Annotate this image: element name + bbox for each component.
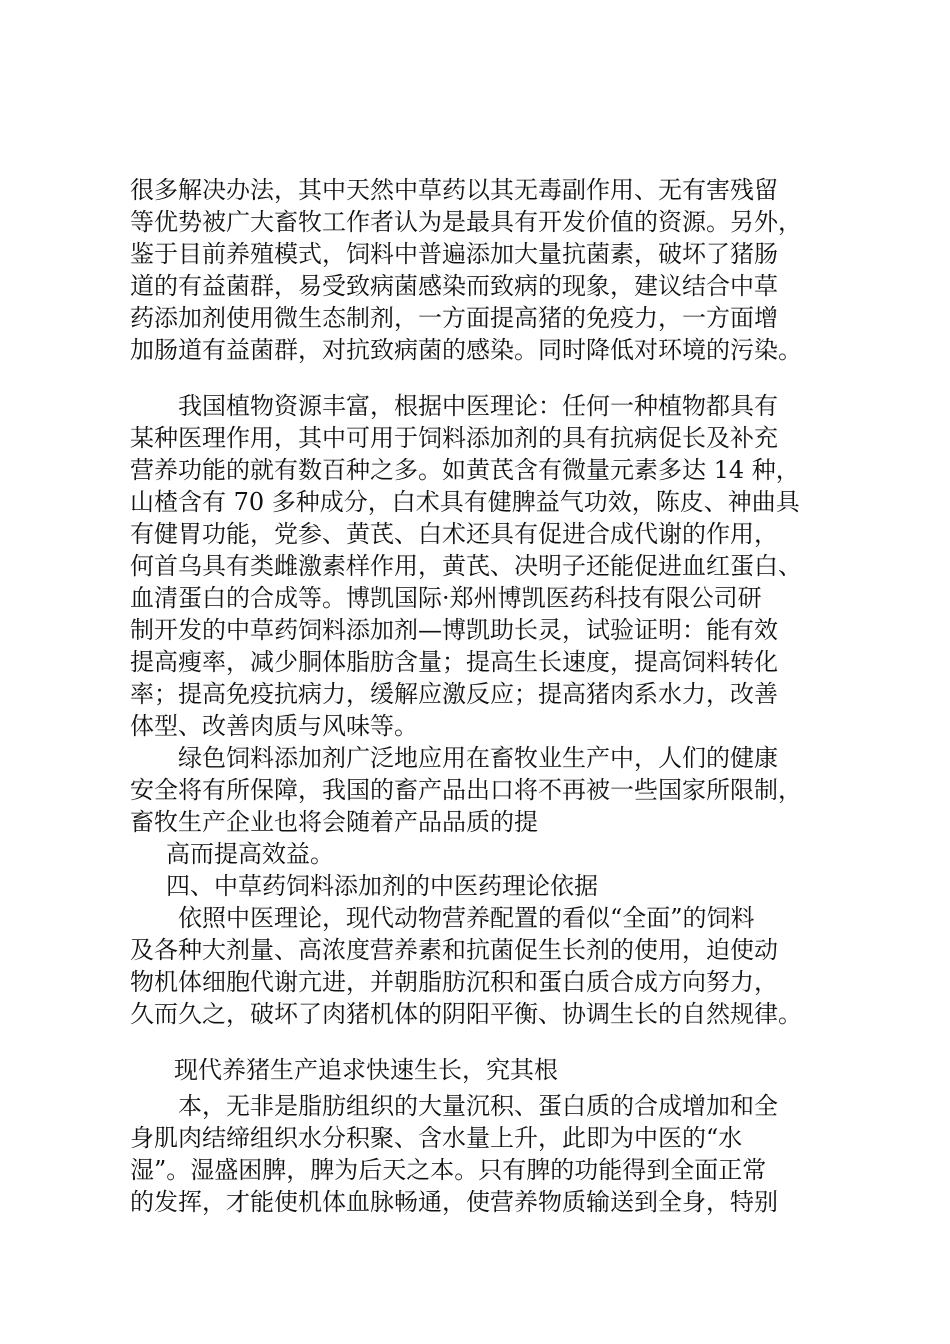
text-line: 血清蛋白的合成等。博凯国际·郑州博凯医药科技有限公司研	[130, 584, 762, 612]
paragraph-4	[130, 902, 830, 1030]
text-line: 安全将有所保障，我国的畜产品出口将不再被一些国家所限制，	[130, 776, 802, 804]
text-line: 我国植物资源丰富，根据中医理论：任何一种植物都具有	[178, 392, 778, 420]
text-line: 道的有益菌群，易受致病菌感染而致病的现象，建议结合中草	[130, 272, 778, 300]
text-line: 等优势被广大畜牧工作者认为是最具有开发价值的资源。另外，	[130, 208, 802, 236]
text-line: 山楂含有 70 多种成分，白术具有健脾益气功效，陈皮、神曲具	[130, 488, 800, 516]
text-line: 营养功能的就有数百种之多。如黄芪含有微量元素多达 14 种，	[130, 456, 800, 484]
text-line: 湿”。湿盛困脾，脾为后天之本。只有脾的功能得到全面正常	[130, 1156, 767, 1184]
text-line: 提高瘦率，减少胴体脂肪含量；提高生长速度，提高饲料转化	[130, 648, 778, 676]
text-line: 物机体细胞代谢亢进，并朝脂肪沉积和蛋白质合成方向努力，	[130, 968, 778, 996]
text-line: 畜牧生产企业也将会随着产品品质的提	[130, 808, 538, 836]
text-line: 鉴于目前养殖模式，饲料中普遍添加大量抗菌素，破坏了猪肠	[130, 240, 778, 268]
paragraph-5	[130, 1054, 830, 1086]
text-line: 何首乌具有类雌激素样作用，黄芪、决明子还能促进血红蛋白、	[130, 552, 802, 580]
text-line: 及各种大剂量、高浓度营养素和抗菌促生长剂的使用，迫使动	[130, 936, 778, 964]
text-line: 久而久之，破坏了肉猪机体的阴阳平衡、协调生长的自然规律。	[130, 1000, 802, 1028]
text-line: 有健胃功能，党参、黄芪、白术还具有促进合成代谢的作用，	[130, 520, 778, 548]
text-line: 绿色饲料添加剂广泛地应用在畜牧业生产中，人们的健康	[178, 744, 778, 772]
text-line: 的发挥，才能使机体血脉畅通，使营养物质输送到全身，特别	[130, 1188, 778, 1216]
text-line: 很多解决办法，其中天然中草药以其无毒副作用、无有害残留	[130, 176, 778, 204]
text-line: 率；提高免疫抗病力，缓解应激反应；提高猪肉系水力，改善	[130, 680, 778, 708]
text-line: 本，无非是脂肪组织的大量沉积、蛋白质的合成增加和全	[178, 1092, 778, 1120]
paragraph-1	[130, 174, 830, 366]
text-line: 体型、改善肉质与风味等。	[130, 712, 418, 740]
section-heading: 四、中草药饲料添加剂的中医药理论依据	[166, 872, 598, 900]
paragraph-2	[130, 390, 830, 742]
text-line: 药添加剂使用微生态制剂，一方面提高猪的免疫力，一方面增	[130, 304, 778, 332]
text-line: 依照中医理论，现代动物营养配置的看似“全面”的饲料	[178, 904, 755, 932]
text-line: 某种医理作用，其中可用于饲料添加剂的具有抗病促长及补充	[130, 424, 778, 452]
text-line: 高而提高效益。	[166, 840, 334, 868]
text-line: 现代养猪生产追求快速生长，究其根	[174, 1056, 558, 1084]
paragraph-6	[130, 1090, 830, 1218]
text-line: 制开发的中草药饲料添加剂—博凯助长灵，试验证明：能有效	[130, 616, 778, 644]
paragraph-3	[130, 742, 830, 902]
text-line: 身肌肉结缔组织水分积聚、含水量上升，此即为中医的“水	[130, 1124, 743, 1152]
text-line: 加肠道有益菌群，对抗致病菌的感染。同时降低对环境的污染。	[130, 336, 802, 364]
